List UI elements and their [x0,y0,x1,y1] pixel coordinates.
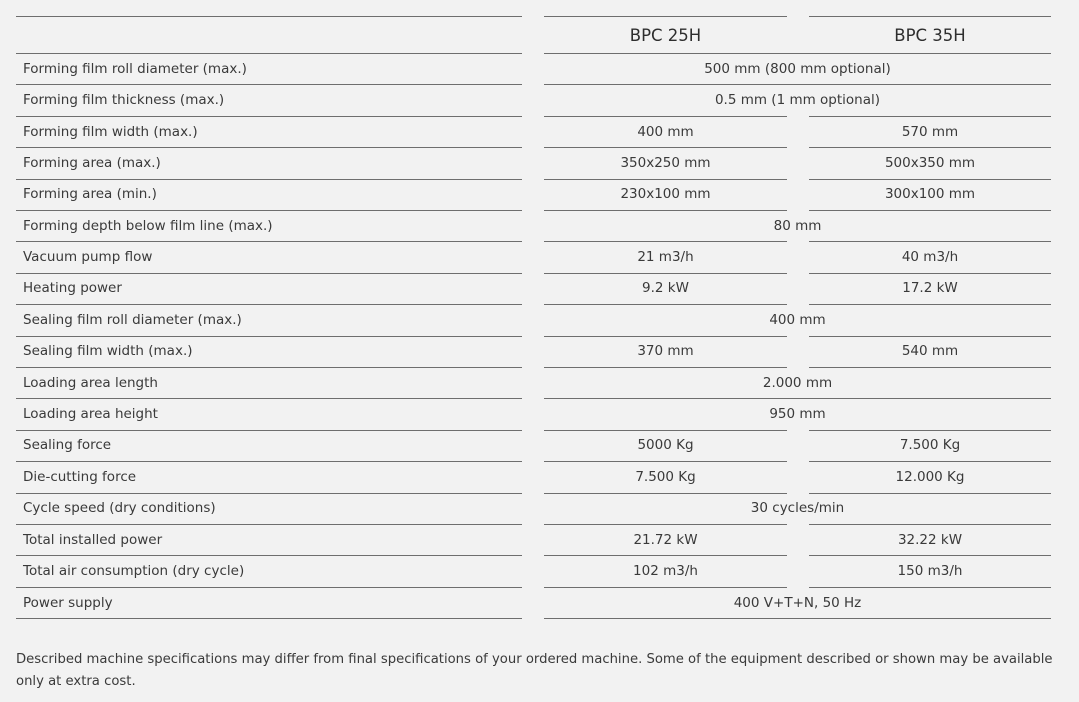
column-header: BPC 25H [629,26,702,45]
row-rule [16,587,522,588]
row-value: 0.5 mm (1 mm optional) [714,92,881,108]
footnote: Described machine specifications may differ from final specifications of your ordered machine. Some of the equipment described or shown may be available only at extra cost. [16,652,1053,689]
row-rule [544,304,787,305]
row-value: 300x100 mm [884,186,976,202]
table-top-rule [16,16,522,17]
row-value: 40 m3/h [901,249,959,265]
row-value: 80 mm [773,218,822,234]
row-rule [544,273,787,274]
row-rule [544,524,787,525]
row-rule [544,116,787,117]
row-rule [809,524,1051,525]
row-rule [16,84,522,85]
row-value: 540 mm [901,343,959,359]
header-rule [544,53,1051,54]
row-rule [16,179,522,180]
row-rule [544,147,787,148]
column-header: BPC 35H [894,26,966,45]
row-value: 400 V+T+N, 50 Hz [733,595,862,611]
row-value: 500x350 mm [884,155,976,171]
row-rule [16,398,522,399]
row-label: Forming film roll diameter (max.) [23,61,247,77]
row-value: 950 mm [769,406,826,422]
row-rule [16,147,522,148]
row-rule [16,493,522,494]
row-label: Forming depth below film line (max.) [23,218,273,234]
row-value: 2.000 mm [762,375,833,391]
row-rule [16,116,522,117]
row-rule [16,273,522,274]
row-label: Sealing film roll diameter (max.) [23,312,242,328]
row-rule [809,179,1051,180]
row-value: 17.2 kW [902,280,958,296]
row-rule [16,461,522,462]
row-rule [16,555,522,556]
row-rule [16,210,522,211]
row-rule [809,587,1051,588]
row-rule [16,367,522,368]
row-label: Power supply [23,595,113,611]
row-label: Heating power [23,280,122,296]
row-rule [809,461,1051,462]
row-rule [544,398,1051,399]
row-rule [809,555,1051,556]
row-value: 230x100 mm [620,186,711,202]
row-value: 570 mm [901,124,959,140]
row-value: 370 mm [637,343,694,359]
row-rule [544,210,787,211]
row-rule [809,304,1051,305]
row-value: 400 mm [637,124,694,140]
row-rule [544,430,787,431]
row-label: Die-cutting force [23,469,137,485]
row-rule [809,493,1051,494]
row-label: Vacuum pump flow [23,249,153,265]
row-label: Total installed power [23,532,163,548]
header-rule [16,53,522,54]
row-label: Total air consumption (dry cycle) [23,563,245,579]
row-rule [809,430,1051,431]
row-rule [16,430,522,431]
row-value: 102 m3/h [633,563,698,579]
row-rule [809,273,1051,274]
row-value: 5000 Kg [637,437,694,453]
row-rule [16,304,522,305]
row-rule [544,367,787,368]
row-rule [544,336,787,337]
row-label: Sealing force [23,437,112,453]
row-rule [16,524,522,525]
row-label: Forming area (min.) [23,186,157,202]
row-value: 21.72 kW [633,532,698,548]
row-rule [809,210,1051,211]
row-value: 12.000 Kg [895,469,965,485]
table-top-rule [809,16,1051,17]
row-label: Forming film thickness (max.) [23,92,225,108]
row-value: 350x250 mm [620,155,711,171]
row-label: Loading area length [23,375,158,391]
row-value: 500 mm (800 mm optional) [704,61,891,77]
row-value: 32.22 kW [897,532,963,548]
row-value: 7.500 Kg [899,437,961,453]
row-rule [809,147,1051,148]
row-rule [16,336,522,337]
row-label: Loading area height [23,406,158,422]
row-rule [544,493,787,494]
row-rule [809,116,1051,117]
row-value: 9.2 kW [642,280,689,296]
table-top-rule [544,16,787,17]
row-value: 30 cycles/min [750,500,845,516]
row-rule [544,461,787,462]
row-label: Cycle speed (dry conditions) [23,500,216,516]
row-value: 21 m3/h [637,249,694,265]
row-rule [16,241,522,242]
row-label: Forming area (max.) [23,155,161,171]
row-value: 150 m3/h [897,563,963,579]
row-rule [809,241,1051,242]
row-rule [809,367,1051,368]
row-value: 400 mm [769,312,826,328]
row-rule [544,618,1051,619]
row-rule [16,618,522,619]
row-value: 7.500 Kg [635,469,696,485]
row-rule [544,555,787,556]
row-rule [544,587,787,588]
row-label: Sealing film width (max.) [23,343,193,359]
row-rule [544,241,787,242]
row-rule [809,336,1051,337]
row-rule [544,84,1051,85]
row-rule [544,179,787,180]
row-label: Forming film width (max.) [23,124,198,140]
